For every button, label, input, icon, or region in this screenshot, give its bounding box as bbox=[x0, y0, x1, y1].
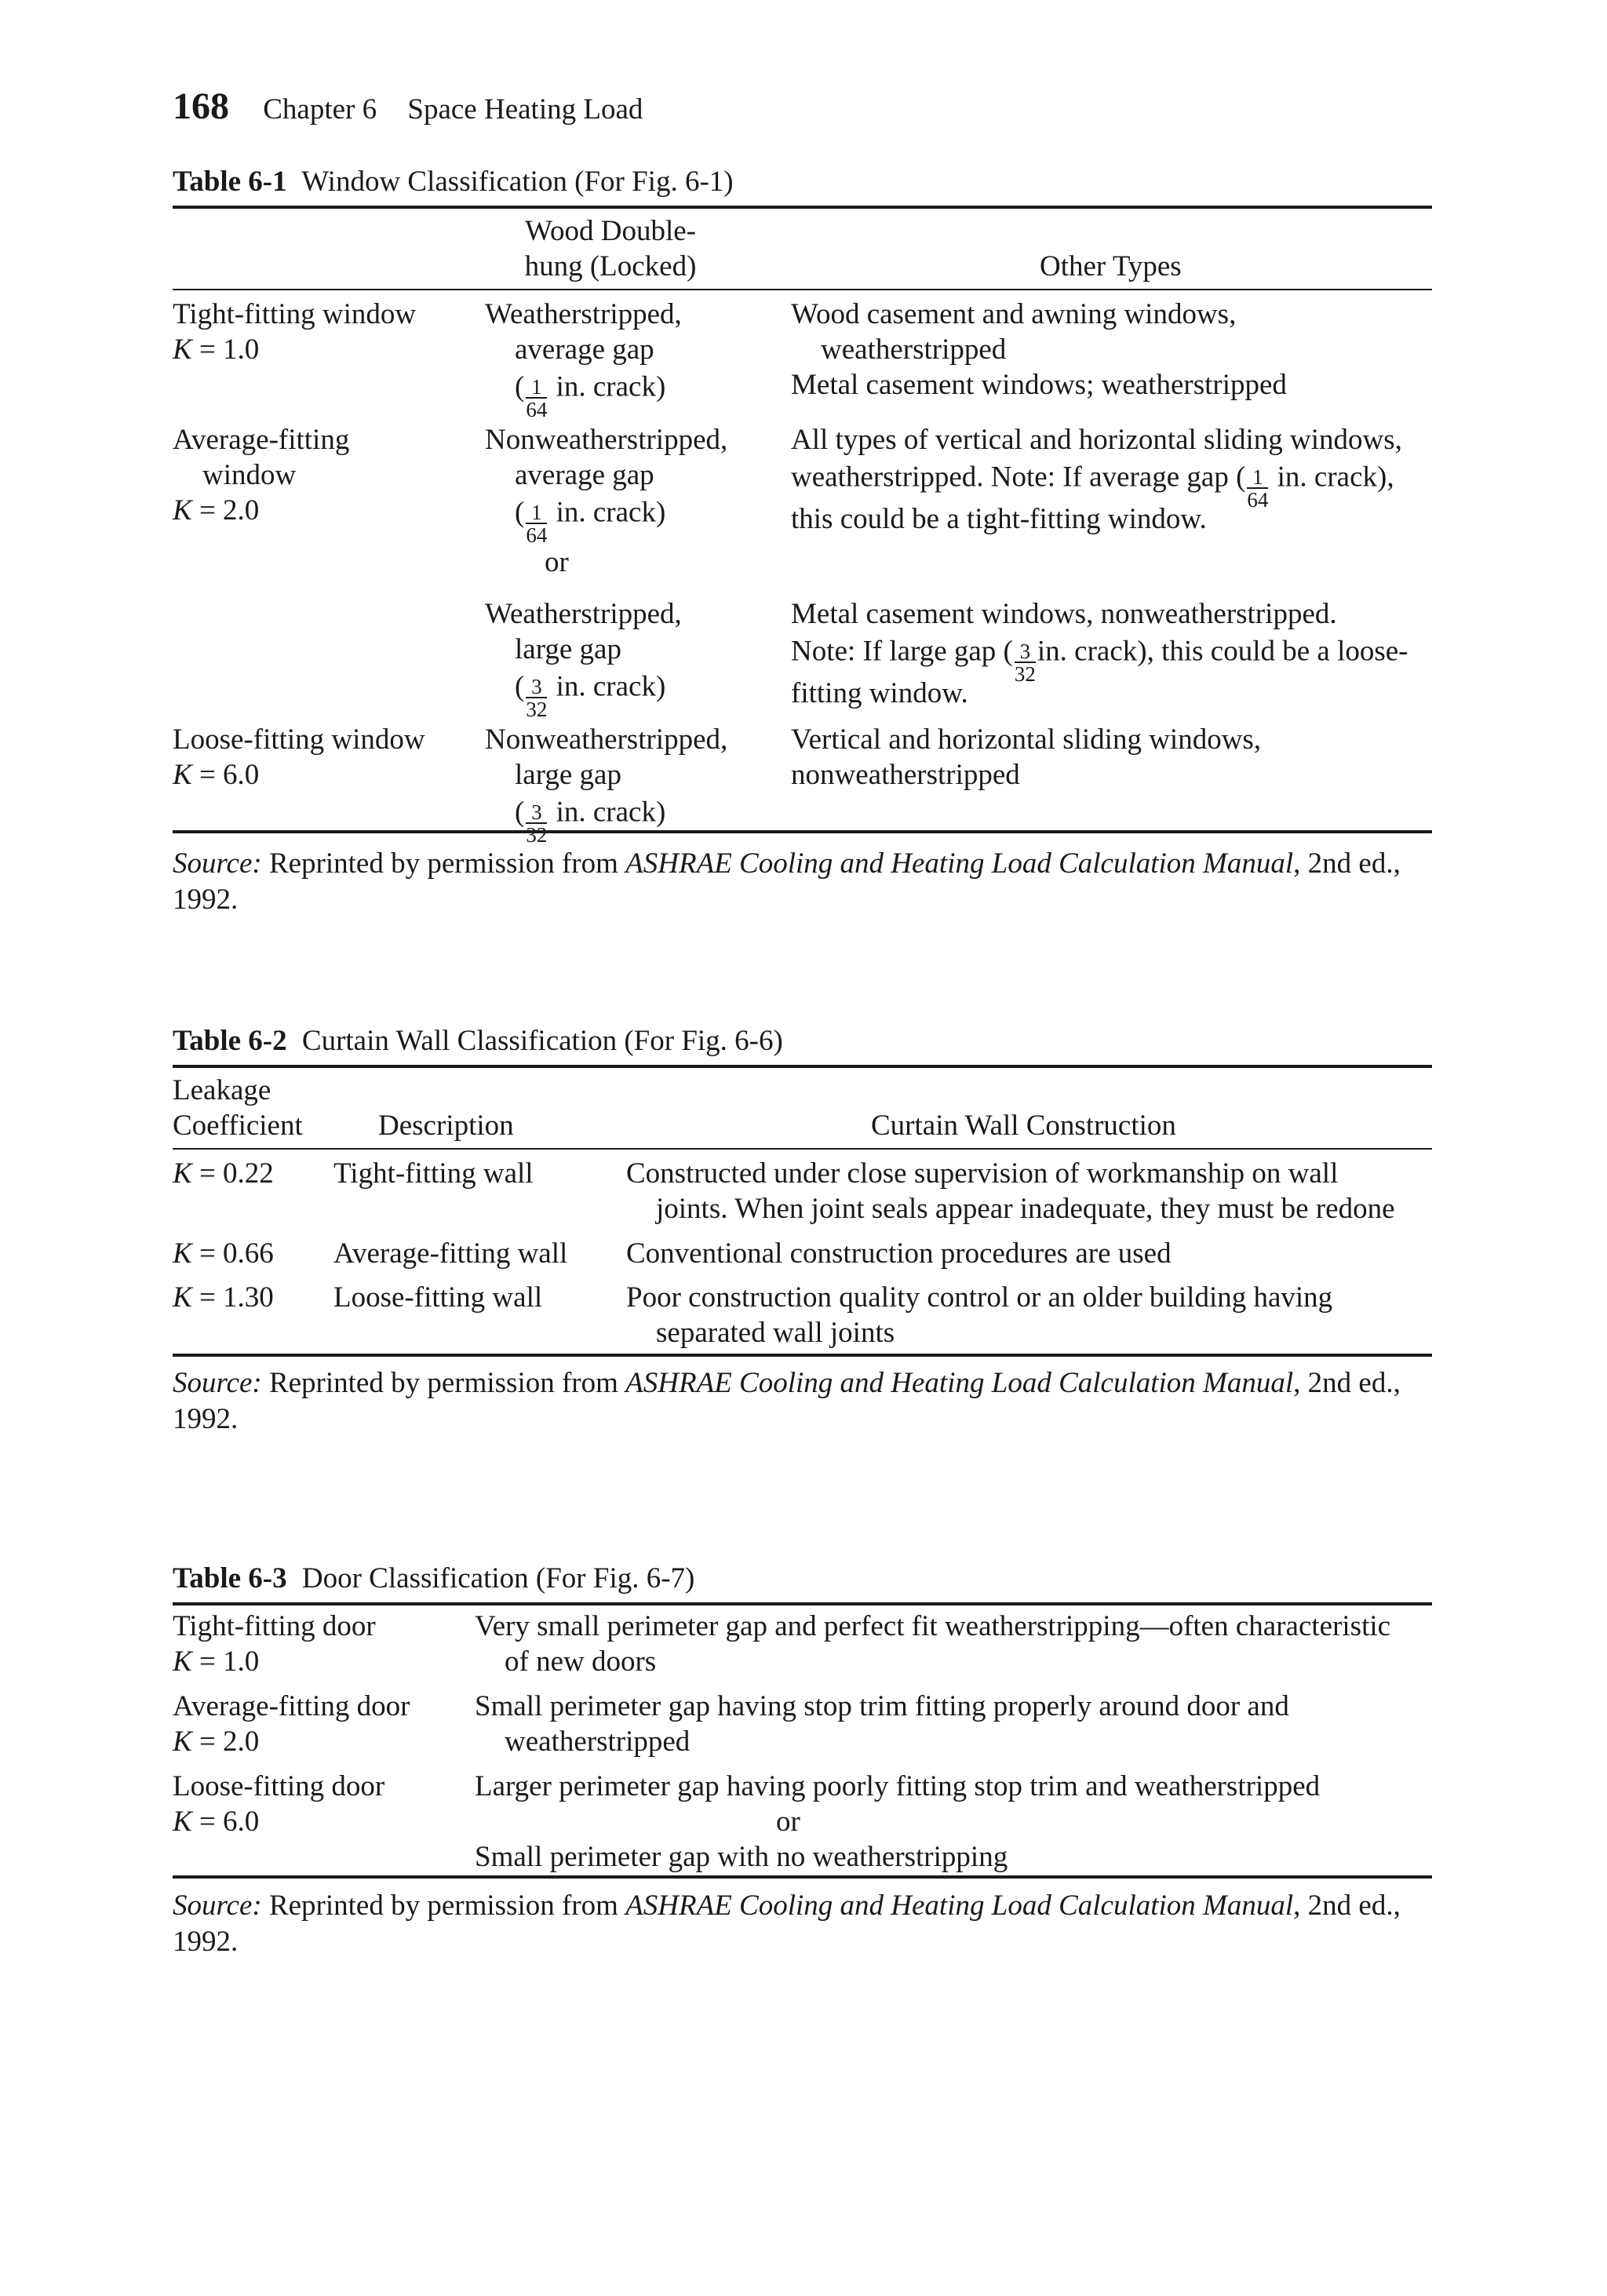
row-description bbox=[475, 1689, 1289, 1759]
table-row bbox=[173, 1280, 274, 1315]
source-label: Source: bbox=[173, 1367, 262, 1399]
running-head bbox=[173, 85, 643, 128]
cell-line: weatherstripped bbox=[821, 333, 1007, 366]
cell-line: weatherstripped bbox=[505, 1726, 691, 1758]
k-symbol: K bbox=[173, 494, 192, 527]
table-6-3-source bbox=[173, 1888, 1432, 1960]
cell-line: this could be a tight-fitting window. bbox=[791, 503, 1207, 535]
source-label: Source: bbox=[173, 1890, 262, 1922]
fraction-denominator: 32 bbox=[526, 698, 548, 721]
fraction-numerator: 1 bbox=[526, 377, 547, 399]
row-average-label bbox=[173, 422, 349, 528]
cell-line: of new doors bbox=[505, 1645, 657, 1678]
fraction bbox=[526, 502, 547, 546]
gap-fraction-line: ( $\frac{1}{64}$ in. crack) bbox=[515, 370, 666, 421]
header-rule bbox=[173, 289, 1432, 290]
k-number: = 2.0 bbox=[199, 494, 260, 527]
bottom-rule bbox=[173, 830, 1432, 833]
row-construction bbox=[626, 1280, 1332, 1350]
column-header-coefficient bbox=[173, 1073, 303, 1143]
cell-line: Vertical and horizontal sliding windows, bbox=[791, 723, 1262, 756]
column-header-description: Description bbox=[378, 1110, 514, 1142]
fraction-denominator: 64 bbox=[526, 398, 548, 421]
cell-line: large gap bbox=[515, 633, 621, 665]
fraction-denominator: 64 bbox=[1247, 488, 1269, 512]
source-book: ASHRAE Cooling and Heating Load Calculation Manual bbox=[625, 1890, 1294, 1922]
row-description bbox=[475, 1609, 1390, 1679]
k-number: = 1.0 bbox=[199, 333, 260, 366]
cell-line: average gap bbox=[515, 459, 654, 491]
k-number: = 0.66 bbox=[199, 1237, 274, 1270]
row-average-other-a bbox=[791, 422, 1402, 537]
cell-line: separated wall joints bbox=[656, 1317, 895, 1349]
cell-line: Constructed under close supervision of workmanship on wall bbox=[626, 1157, 1339, 1190]
row-description: Tight-fitting wall bbox=[333, 1157, 534, 1190]
cell-line: fitting window. bbox=[791, 677, 968, 709]
crack-text: in. crack) bbox=[556, 496, 666, 529]
column-header-wood bbox=[493, 213, 728, 284]
k-value bbox=[173, 1236, 274, 1271]
k-number: = 1.0 bbox=[199, 1645, 260, 1678]
fraction-numerator: 1 bbox=[526, 502, 547, 524]
fraction-numerator: 3 bbox=[526, 676, 547, 698]
k-value bbox=[173, 1280, 274, 1315]
row-name: Average-fitting bbox=[173, 424, 350, 456]
chapter-label: Chapter 6 bbox=[263, 93, 377, 126]
column-header-other: Other Types bbox=[1040, 250, 1182, 282]
k-symbol: K bbox=[173, 1157, 192, 1190]
row-loose-other bbox=[791, 722, 1261, 793]
fraction bbox=[526, 802, 547, 846]
fraction-numerator: 1 bbox=[1247, 467, 1268, 489]
cell-line: Small perimeter gap having stop trim fitting properly around door and bbox=[475, 1690, 1289, 1722]
cell-line: Metal casement windows, nonweatherstripped. bbox=[791, 598, 1337, 630]
source-tail: , 2nd ed., 1992. bbox=[173, 1367, 1401, 1435]
k-value bbox=[173, 757, 425, 793]
row-average-wood-a bbox=[485, 422, 727, 580]
k-symbol: K bbox=[173, 1281, 192, 1314]
row-construction bbox=[626, 1156, 1395, 1226]
row-tight-wood bbox=[485, 297, 682, 421]
table-caption bbox=[173, 1024, 1432, 1059]
row-description: Average-fitting wall bbox=[333, 1237, 568, 1270]
source-book: ASHRAE Cooling and Heating Load Calculation Manual bbox=[625, 1367, 1294, 1399]
table-6-2 bbox=[173, 1024, 1432, 1358]
cell-line: Larger perimeter gap having poorly fitting stop trim and weatherstripped bbox=[475, 1770, 1321, 1802]
k-symbol: K bbox=[173, 759, 192, 791]
cell-line: joints. When joint seals appear inadequate, they must be redone bbox=[656, 1193, 1395, 1225]
text-part: in. crack), this could be a loose- bbox=[1037, 635, 1408, 668]
k-value bbox=[173, 1156, 274, 1191]
row-construction: Conventional construction procedures are used bbox=[626, 1237, 1172, 1270]
text-part: weatherstripped. Note: If average gap ( bbox=[791, 461, 1246, 494]
row-name: Tight-fitting door bbox=[173, 1610, 376, 1642]
fraction bbox=[1247, 467, 1268, 511]
header-line: hung (Locked) bbox=[524, 250, 697, 282]
row-description: Loose-fitting wall bbox=[333, 1281, 543, 1314]
top-rule bbox=[173, 1065, 1432, 1068]
header-line: Leakage bbox=[173, 1074, 271, 1106]
row-name: Loose-fitting door bbox=[173, 1770, 385, 1802]
k-number: = 6.0 bbox=[199, 759, 260, 791]
table-label: Table 6-2 bbox=[173, 1025, 287, 1057]
row-tight-other bbox=[791, 297, 1287, 403]
table-title: Window Classification (For Fig. 6-1) bbox=[301, 166, 734, 198]
page-number: 168 bbox=[173, 86, 229, 127]
k-number: = 1.30 bbox=[199, 1281, 274, 1314]
table-6-2-source bbox=[173, 1365, 1432, 1438]
cell-line: All types of vertical and horizontal sliding windows, bbox=[791, 424, 1402, 456]
fraction-denominator: 32 bbox=[526, 823, 548, 847]
table-row bbox=[173, 1609, 376, 1679]
gap-fraction-line: ( $\frac{1}{64}$ in. crack) bbox=[515, 496, 666, 547]
k-value bbox=[173, 493, 349, 528]
cell-line: Very small perimeter gap and perfect fit weatherstripping—often characteristic bbox=[475, 1610, 1391, 1642]
table-title: Door Classification (For Fig. 6-7) bbox=[301, 1562, 695, 1594]
table-6-1-source bbox=[173, 846, 1432, 918]
row-name: Average-fitting door bbox=[173, 1690, 410, 1722]
row-name: Loose-fitting window bbox=[173, 723, 425, 756]
table-row bbox=[173, 1236, 274, 1271]
table-row bbox=[173, 1156, 274, 1191]
k-value bbox=[173, 1644, 376, 1679]
crack-text: in. crack) bbox=[556, 670, 666, 703]
source-text: Reprinted by permission from bbox=[268, 1890, 618, 1922]
cell-line: Wood casement and awning windows, bbox=[791, 298, 1237, 330]
cell-line: Nonweatherstripped, bbox=[485, 424, 728, 456]
cell-line: Weatherstripped, bbox=[485, 298, 682, 330]
gap-fraction-line: ( $\frac{3}{32}$ in. crack) bbox=[515, 670, 666, 721]
header-line: Wood Double- bbox=[525, 215, 696, 247]
row-description bbox=[475, 1769, 1320, 1875]
bottom-rule bbox=[173, 1354, 1432, 1357]
k-number: = 6.0 bbox=[199, 1806, 260, 1838]
k-symbol: K bbox=[173, 333, 192, 366]
table-caption bbox=[173, 1562, 1432, 1596]
header-rule bbox=[173, 1148, 1432, 1150]
row-name: window bbox=[202, 459, 297, 491]
table-caption bbox=[173, 165, 1432, 199]
fraction bbox=[526, 676, 547, 720]
table-label: Table 6-3 bbox=[173, 1562, 287, 1594]
source-tail: , 2nd ed., 1992. bbox=[173, 1890, 1401, 1958]
source-text: Reprinted by permission from bbox=[268, 847, 618, 880]
table-row bbox=[173, 1689, 410, 1759]
k-value bbox=[173, 1804, 384, 1839]
k-value bbox=[173, 332, 416, 367]
or-text: or bbox=[776, 1806, 800, 1838]
k-symbol: K bbox=[173, 1645, 192, 1678]
cell-line: Poor construction quality control or an older building having bbox=[626, 1281, 1333, 1314]
cell-line: Small perimeter gap with no weatherstripping bbox=[475, 1841, 1008, 1873]
fraction-denominator: 32 bbox=[1014, 662, 1036, 686]
cell-line: Nonweatherstripped, bbox=[485, 723, 728, 756]
source-tail: , 2nd ed., 1992. bbox=[173, 847, 1401, 916]
top-rule bbox=[173, 206, 1432, 209]
k-symbol: K bbox=[173, 1726, 192, 1758]
text-part: Note: If large gap ( bbox=[791, 635, 1013, 668]
top-rule bbox=[173, 1602, 1432, 1605]
source-book: ASHRAE Cooling and Heating Load Calculation Manual bbox=[625, 847, 1294, 880]
cell-line bbox=[791, 632, 1408, 686]
fraction-denominator: 64 bbox=[526, 523, 548, 547]
k-number: = 2.0 bbox=[199, 1726, 260, 1758]
k-value bbox=[173, 1724, 410, 1759]
table-row bbox=[173, 1769, 384, 1839]
crack-text: in. crack) bbox=[556, 796, 666, 829]
fraction-numerator: 3 bbox=[526, 802, 547, 824]
or-text: or bbox=[545, 546, 569, 578]
source-label: Source: bbox=[173, 847, 262, 880]
row-name: Tight-fitting window bbox=[173, 298, 417, 330]
cell-line bbox=[791, 457, 1402, 512]
row-tight-label bbox=[173, 297, 416, 367]
table-6-1 bbox=[173, 165, 1432, 847]
chapter-title: Space Heating Load bbox=[407, 93, 643, 126]
cell-line: average gap bbox=[515, 333, 654, 366]
cell-line: Metal casement windows; weatherstripped bbox=[791, 369, 1287, 401]
source-text: Reprinted by permission from bbox=[268, 1367, 618, 1399]
cell-line: Weatherstripped, bbox=[485, 598, 682, 630]
fraction bbox=[1015, 641, 1036, 685]
cell-line: nonweatherstripped bbox=[791, 759, 1020, 791]
cell-line: large gap bbox=[515, 759, 621, 791]
row-loose-wood bbox=[485, 722, 728, 847]
text-part: in. crack), bbox=[1277, 461, 1394, 494]
gap-fraction-line: ( $\frac{3}{32}$ in. crack) bbox=[515, 796, 666, 847]
row-average-other-b bbox=[791, 596, 1408, 711]
row-average-wood-b bbox=[485, 596, 682, 721]
k-symbol: K bbox=[173, 1806, 192, 1838]
header-line: Coefficient bbox=[173, 1110, 303, 1142]
column-header-construction: Curtain Wall Construction bbox=[871, 1110, 1176, 1142]
table-label: Table 6-1 bbox=[173, 166, 287, 198]
k-symbol: K bbox=[173, 1237, 192, 1270]
table-6-3 bbox=[173, 1562, 1432, 1883]
fraction bbox=[526, 377, 547, 421]
table-title: Curtain Wall Classification (For Fig. 6-6) bbox=[301, 1025, 783, 1057]
fraction-numerator: 3 bbox=[1015, 641, 1036, 663]
crack-text: in. crack) bbox=[556, 370, 666, 403]
row-loose-label bbox=[173, 722, 425, 793]
k-number: = 0.22 bbox=[199, 1157, 274, 1190]
bottom-rule bbox=[173, 1875, 1432, 1879]
